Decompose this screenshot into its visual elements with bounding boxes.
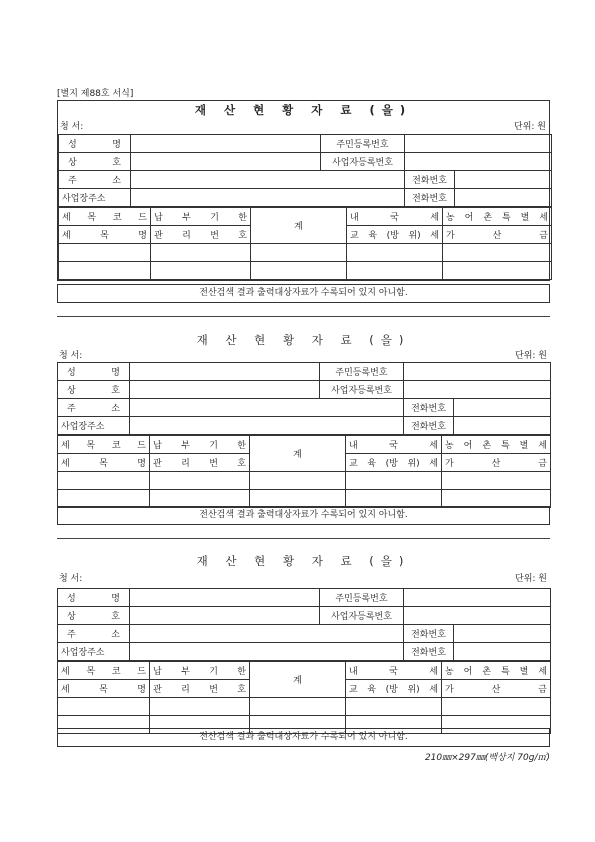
data-cell[interactable] xyxy=(58,472,150,490)
office-label: 청 서: xyxy=(59,351,83,361)
due-date-header: 납 부 기 한 xyxy=(151,208,251,226)
office-label: 청 서: xyxy=(60,122,84,132)
data-cell[interactable] xyxy=(442,698,551,716)
resident-no-label: 주민등록번호 xyxy=(321,135,405,153)
section-divider xyxy=(57,316,550,317)
section-title: 재 산 현 황 자 료 (을) xyxy=(196,333,411,347)
business-no-label: 사업자등록번호 xyxy=(320,381,404,399)
data-cell[interactable] xyxy=(150,472,250,490)
table-row xyxy=(59,262,552,280)
taxpayer-info-table xyxy=(58,134,552,207)
property-record-section-3 xyxy=(57,552,550,734)
data-cell[interactable] xyxy=(250,472,346,490)
mgmt-no-header: 관 리 번 호 xyxy=(151,226,251,244)
phone-value-2[interactable] xyxy=(455,189,552,207)
name-label: 성 명 xyxy=(58,589,130,607)
table-row xyxy=(58,490,551,508)
unit-label: 단위: 원 xyxy=(515,574,547,584)
special-tax-header: 농 어 촌 특 별 세 xyxy=(443,208,552,226)
data-cell[interactable] xyxy=(59,244,151,262)
surcharge-header: 가 산 금 xyxy=(443,226,552,244)
mgmt-no-header: 관 리 번 호 xyxy=(150,680,250,698)
address-label: 주 소 xyxy=(58,399,130,417)
national-tax-header: 내 국 세 xyxy=(346,436,442,454)
property-record-section-1 xyxy=(57,100,550,281)
phone-label-2: 전화번호 xyxy=(404,643,454,661)
trade-name-label: 상 호 xyxy=(58,381,130,399)
no-record-notice: 전산검색 결과 출력대상자료가 수록되어 있지 아니함. xyxy=(57,284,550,303)
name-value[interactable] xyxy=(131,135,321,153)
table-row xyxy=(58,698,551,716)
resident-no-label: 주민등록번호 xyxy=(320,589,404,607)
education-tax-header: 교 육 (방 위) 세 xyxy=(346,680,442,698)
business-no-label: 사업자등록번호 xyxy=(320,607,404,625)
data-cell[interactable] xyxy=(443,262,552,280)
data-cell[interactable] xyxy=(250,698,346,716)
phone-label-2: 전화번호 xyxy=(405,189,455,207)
education-tax-header: 교 육 (방 위) 세 xyxy=(347,226,443,244)
business-no-value[interactable] xyxy=(404,607,551,625)
data-cell[interactable] xyxy=(347,244,443,262)
trade-name-value[interactable] xyxy=(130,607,320,625)
address-label: 주 소 xyxy=(58,625,130,643)
table-row xyxy=(59,244,552,262)
surcharge-header: 가 산 금 xyxy=(442,680,551,698)
surcharge-header: 가 산 금 xyxy=(442,454,551,472)
phone-label: 전화번호 xyxy=(404,625,454,643)
office-label: 청 서: xyxy=(59,574,83,584)
unit-label: 단위: 원 xyxy=(515,351,547,361)
resident-no-value[interactable] xyxy=(405,135,552,153)
tax-detail-table xyxy=(57,435,551,508)
phone-value[interactable] xyxy=(455,171,552,189)
total-header: 계 xyxy=(250,662,346,698)
taxpayer-info-table xyxy=(57,588,551,661)
due-date-header: 납 부 기 한 xyxy=(150,662,250,680)
resident-no-value[interactable] xyxy=(404,363,551,381)
national-tax-header: 내 국 세 xyxy=(346,662,442,680)
taxpayer-info-table xyxy=(57,362,551,435)
data-cell[interactable] xyxy=(151,262,251,280)
business-no-value[interactable] xyxy=(405,153,552,171)
tax-detail-table xyxy=(58,207,552,280)
data-cell[interactable] xyxy=(150,490,250,508)
special-tax-header: 농 어 촌 특 별 세 xyxy=(442,436,551,454)
phone-label-2: 전화번호 xyxy=(404,417,454,435)
address-value[interactable] xyxy=(130,625,404,643)
tax-name-header: 세 목 명 xyxy=(58,680,150,698)
trade-name-label: 상 호 xyxy=(58,607,130,625)
no-record-notice: 전산검색 결과 출력대상자료가 수록되어 있지 아니함. xyxy=(57,728,550,747)
office-unit-line xyxy=(58,120,549,134)
name-value[interactable] xyxy=(130,363,320,381)
unit-label: 단위: 원 xyxy=(514,122,546,132)
data-cell[interactable] xyxy=(346,490,442,508)
address-label: 주 소 xyxy=(59,171,131,189)
special-tax-header: 농 어 촌 특 별 세 xyxy=(442,662,551,680)
tax-code-header: 세 목 코 드 xyxy=(59,208,151,226)
mgmt-no-header: 관 리 번 호 xyxy=(150,454,250,472)
data-cell[interactable] xyxy=(347,262,443,280)
tax-name-header: 세 목 명 xyxy=(59,226,151,244)
total-header: 계 xyxy=(250,436,346,472)
business-address-value[interactable] xyxy=(131,189,405,207)
business-address-label: 사업장주소 xyxy=(58,643,130,661)
business-no-label: 사업자등록번호 xyxy=(321,153,405,171)
data-cell[interactable] xyxy=(442,472,551,490)
office-unit-line xyxy=(57,571,550,588)
no-record-notice: 전산검색 결과 출력대상자료가 수록되어 있지 아니함. xyxy=(57,506,550,525)
resident-no-value[interactable] xyxy=(404,589,551,607)
office-unit-line xyxy=(57,350,550,362)
national-tax-header: 내 국 세 xyxy=(347,208,443,226)
data-cell[interactable] xyxy=(251,262,347,280)
tax-code-header: 세 목 코 드 xyxy=(58,662,150,680)
phone-label: 전화번호 xyxy=(404,399,454,417)
table-row xyxy=(58,472,551,490)
data-cell[interactable] xyxy=(59,262,151,280)
phone-label: 전화번호 xyxy=(405,171,455,189)
data-cell[interactable] xyxy=(443,244,552,262)
phone-value-2[interactable] xyxy=(454,417,551,435)
section-title: 재 산 현 황 자 료 (을) xyxy=(196,554,411,568)
business-address-value[interactable] xyxy=(130,643,404,661)
education-tax-header: 교 육 (방 위) 세 xyxy=(346,454,442,472)
paper-spec-footer: 210㎜×297㎜(백상지 70g/㎡) xyxy=(424,753,550,763)
form-number-label: [별지 제88호 서식] xyxy=(57,89,134,99)
data-cell[interactable] xyxy=(250,490,346,508)
trade-name-label: 상 호 xyxy=(59,153,131,171)
property-record-section-2 xyxy=(57,331,550,508)
data-cell[interactable] xyxy=(442,490,551,508)
phone-value-2[interactable] xyxy=(454,643,551,661)
business-address-label: 사업장주소 xyxy=(58,417,130,435)
name-label: 성 명 xyxy=(58,363,130,381)
total-header: 계 xyxy=(251,208,347,244)
address-value[interactable] xyxy=(131,171,405,189)
data-cell[interactable] xyxy=(58,698,150,716)
business-address-label: 사업장주소 xyxy=(59,189,131,207)
data-cell[interactable] xyxy=(151,244,251,262)
trade-name-value[interactable] xyxy=(130,381,320,399)
data-cell[interactable] xyxy=(150,698,250,716)
name-label: 성 명 xyxy=(59,135,131,153)
data-cell[interactable] xyxy=(346,698,442,716)
trade-name-value[interactable] xyxy=(131,153,321,171)
business-no-value[interactable] xyxy=(404,381,551,399)
name-value[interactable] xyxy=(130,589,320,607)
resident-no-label: 주민등록번호 xyxy=(320,363,404,381)
business-address-value[interactable] xyxy=(130,417,404,435)
tax-name-header: 세 목 명 xyxy=(58,454,150,472)
due-date-header: 납 부 기 한 xyxy=(150,436,250,454)
address-value[interactable] xyxy=(130,399,404,417)
tax-detail-table xyxy=(57,661,551,734)
phone-value[interactable] xyxy=(454,625,551,643)
section-title: 재 산 현 황 자 료 (을) xyxy=(194,103,413,117)
data-cell[interactable] xyxy=(251,244,347,262)
data-cell[interactable] xyxy=(346,472,442,490)
data-cell[interactable] xyxy=(58,490,150,508)
tax-code-header: 세 목 코 드 xyxy=(58,436,150,454)
phone-value[interactable] xyxy=(454,399,551,417)
section-divider xyxy=(57,538,550,539)
